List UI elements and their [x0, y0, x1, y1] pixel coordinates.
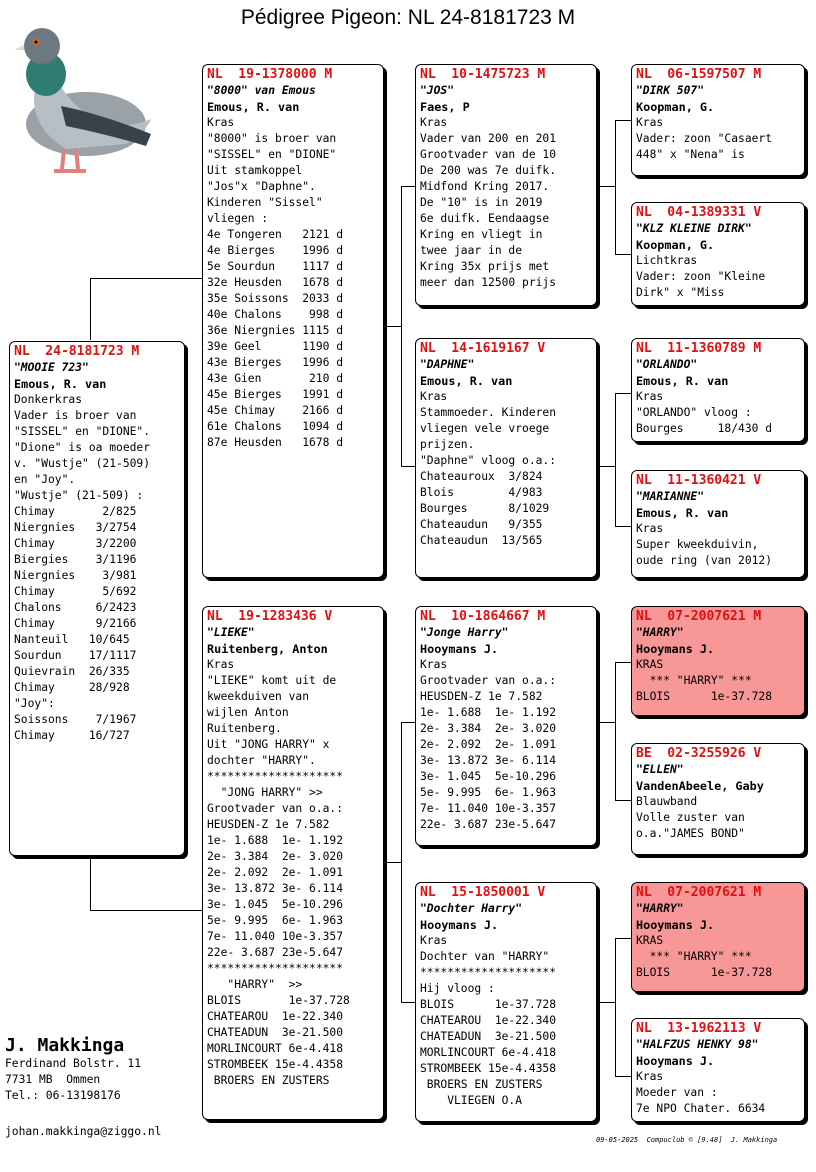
connector: [615, 800, 632, 801]
info-line: 1e- 1.688 1e- 1.192: [207, 834, 344, 847]
breeder-name: Emous, R. van: [420, 374, 513, 388]
info-line: vliegen vele vroege: [420, 422, 550, 435]
info-line: BROERS EN ZUSTERS: [207, 1074, 330, 1087]
pigeon-name: "ORLANDO": [636, 358, 698, 371]
info-line: 45e Chimay 2166 d: [207, 404, 344, 417]
breeder-name: Faes, P: [420, 100, 470, 114]
ring-number: NL 15-1850001 V: [420, 885, 546, 900]
connector: [384, 862, 401, 863]
info-line: Niergnies 3/981: [14, 569, 137, 582]
connector: [597, 1002, 615, 1003]
info-line: vliegen :: [207, 212, 269, 225]
info-line: o.a."JAMES BOND": [636, 827, 745, 840]
great-grandparent-2-card: [631, 202, 805, 306]
ring-number: NL 13-1962113 V: [636, 1021, 762, 1036]
connector: [401, 186, 402, 466]
breeder-name: Hooymans J.: [636, 642, 715, 656]
info-line: Volle zuster van: [636, 811, 745, 824]
info-line: oude ring (van 2012): [636, 554, 773, 567]
great-grandparent-4-card: [631, 470, 805, 578]
breeder-name: Koopman, G.: [636, 238, 715, 252]
connector: [615, 662, 616, 800]
info-line: 39e Geel 1190 d: [207, 340, 344, 353]
info-line: Uit "JONG HARRY" x: [207, 738, 330, 751]
info-line: "Jos"x "Daphne".: [207, 180, 316, 193]
info-line: De "10" is in 2019: [420, 196, 543, 209]
info-line: 3e- 13.872 3e- 6.114: [420, 754, 557, 767]
dam-card: [202, 606, 384, 1120]
info-line: 87e Heusden 1678 d: [207, 436, 344, 449]
great-grandparent-8-card: [631, 1018, 805, 1122]
pigeon-name: "LIEKE": [207, 626, 255, 639]
info-line: 32e Heusden 1678 d: [207, 276, 344, 289]
connector: [615, 393, 616, 526]
info-line: Lichtkras: [636, 254, 698, 267]
info-line: Kras: [420, 390, 448, 403]
connector: [597, 186, 615, 187]
connector: [615, 120, 632, 121]
info-line: "LIEKE" komt uit de: [207, 674, 337, 687]
ring-number: NL 24-8181723 M: [14, 344, 140, 359]
ring-number: NL 11-1360421 V: [636, 473, 762, 488]
info-line: 1e- 1.688 1e- 1.192: [420, 706, 557, 719]
info-line: Soissons 7/1967: [14, 713, 137, 726]
info-line: 6e duifk. Eendaagse: [420, 212, 550, 225]
info-line: Chimay 16/727: [14, 729, 130, 742]
info-line: 7e NPO Chater. 6634: [636, 1102, 766, 1115]
info-line: Super kweekduivin,: [636, 538, 759, 551]
info-line: 4e Bierges 1996 d: [207, 244, 344, 257]
info-line: 22e- 3.687 23e-5.647: [420, 818, 557, 831]
info-line: BLOIS 1e-37.728: [207, 994, 350, 1007]
breeder-name: Emous, R. van: [636, 506, 729, 520]
info-line: Chalons 6/2423: [14, 601, 137, 614]
info-line: Dirk" x "Miss: [636, 286, 725, 299]
info-line: STROMBEEK 15e-4.4358: [420, 1062, 557, 1075]
info-line: 2e- 3.384 2e- 3.020: [207, 850, 344, 863]
breeder-name: Hooymans J.: [420, 642, 499, 656]
info-line: v. "Wustje" (21-509): [14, 457, 151, 470]
info-line: KRAS: [636, 934, 664, 947]
pigeon-name: "Dochter Harry": [420, 902, 523, 915]
info-line: Chimay 5/692: [14, 585, 137, 598]
info-line: 3e- 1.045 5e-10.296: [420, 770, 557, 783]
owner-address-line: 7731 MB Ommen: [5, 1073, 101, 1086]
connector: [615, 1076, 632, 1077]
connector: [615, 938, 616, 1076]
info-line: "ORLANDO" vloog :: [636, 406, 752, 419]
pigeon-name: "MARIANNE": [636, 490, 705, 503]
info-line: *** "HARRY" ***: [636, 950, 752, 963]
owner-phone: Tel.: 06-13198176: [5, 1089, 121, 1102]
info-line: CHATEADUN 3e-21.500: [207, 1026, 344, 1039]
connector: [615, 254, 632, 255]
info-line: Chateauroux 3/824: [420, 470, 543, 483]
info-line: Kras: [420, 116, 448, 129]
page-title: Pédigree Pigeon: NL 24-8181723 M: [240, 6, 576, 29]
info-line: Bourges 8/1029: [420, 502, 550, 515]
info-line: Biergies 3/1196: [14, 553, 137, 566]
connector: [615, 526, 632, 527]
info-line: 43e Gien 210 d: [207, 372, 344, 385]
sire-card: [202, 64, 384, 578]
breeder-name: Emous, R. van: [207, 100, 300, 114]
info-line: Niergnies 3/2754: [14, 521, 137, 534]
great-grandparent-1-card: [631, 64, 805, 176]
info-line: 4e Tongeren 2121 d: [207, 228, 344, 241]
info-line: 3e- 1.045 5e-10.296: [207, 898, 344, 911]
breeder-name: Hooymans J.: [636, 1054, 715, 1068]
info-line: "SISSEL" en "DIONE".: [14, 425, 151, 438]
info-line: CHATEAROU 1e-22.340: [420, 1014, 557, 1027]
info-line: Nanteuil 10/645: [14, 633, 130, 646]
info-line: Grootvader van de 10: [420, 148, 557, 161]
info-line: Kring en vliegt in: [420, 228, 543, 241]
info-line: MORLINCOURT 6e-4.418: [420, 1046, 557, 1059]
connector: [401, 722, 402, 1002]
info-line: De 200 was 7e duifk.: [420, 164, 557, 177]
info-line: 448" x "Nena" is: [636, 148, 745, 161]
ring-number: NL 07-2007621 M: [636, 609, 762, 624]
info-line: Chimay 28/928: [14, 681, 130, 694]
info-line: Chateaudun 9/355: [420, 518, 543, 531]
info-line: "Dione" is oa moeder: [14, 441, 151, 454]
ring-number: NL 19-1283436 V: [207, 609, 333, 624]
breeder-name: VandenAbeele, Gaby: [636, 779, 764, 793]
info-line: 2e- 2.092 2e- 1.091: [420, 738, 557, 751]
info-line: 43e Bierges 1996 d: [207, 356, 344, 369]
pigeon-name: "KLZ KLEINE DIRK": [636, 222, 752, 235]
info-line: 3e- 13.872 3e- 6.114: [207, 882, 344, 895]
info-line: Donkerkras: [14, 393, 83, 406]
info-line: 45e Bierges 1991 d: [207, 388, 344, 401]
info-line: dochter "HARRY".: [207, 754, 316, 767]
connector: [615, 938, 632, 939]
info-line: prijzen.: [420, 438, 475, 451]
info-line: "Daphne" vloog o.a.:: [420, 454, 557, 467]
info-line: Kras: [636, 1070, 664, 1083]
connector: [615, 120, 616, 254]
info-line: Chimay 3/2200: [14, 537, 137, 550]
breeder-name: Emous, R. van: [14, 377, 107, 391]
info-line: BLOIS 1e-37.728: [420, 998, 557, 1011]
info-line: 36e Niergnies 1115 d: [207, 324, 344, 337]
info-line: Midfond Kring 2017.: [420, 180, 550, 193]
info-line: 40e Chalons 998 d: [207, 308, 344, 321]
info-line: Moeder van :: [636, 1086, 718, 1099]
info-line: kweekduiven van: [207, 690, 310, 703]
info-line: STROMBEEK 15e-4.4358: [207, 1058, 344, 1071]
grandsire-paternal-card: [415, 64, 597, 306]
info-line: Bourges 18/430 d: [636, 422, 773, 435]
info-line: CHATEAROU 1e-22.340: [207, 1010, 344, 1023]
info-line: Kras: [420, 658, 448, 671]
grandsire-maternal-card: [415, 606, 597, 846]
info-line: en "Joy".: [14, 473, 76, 486]
info-line: Vader: zoon "Kleine: [636, 270, 766, 283]
great-grandparent-5-card: [631, 606, 805, 716]
info-line: 7e- 11.040 10e-3.357: [420, 802, 557, 815]
info-line: 35e Soissons 2033 d: [207, 292, 344, 305]
info-line: Ruitenberg.: [207, 722, 282, 735]
info-line: Kras: [636, 390, 664, 403]
info-line: ********************: [207, 962, 344, 975]
breeder-name: Koopman, G.: [636, 100, 715, 114]
great-grandparent-3-card: [631, 338, 805, 442]
great-grandparent-6-card: [631, 743, 805, 855]
pigeon-name: "JOS": [420, 84, 455, 97]
info-line: Chimay 9/2166: [14, 617, 137, 630]
info-line: "HARRY" >>: [207, 978, 303, 991]
pigeon-name: "8000" van Emous: [207, 84, 316, 97]
info-line: Quievrain 26/335: [14, 665, 130, 678]
owner-block: [5, 1036, 141, 1104]
info-line: 61e Chalons 1094 d: [207, 420, 344, 433]
info-line: ********************: [207, 770, 344, 783]
info-line: 2e- 3.384 2e- 3.020: [420, 722, 557, 735]
info-line: "Wustje" (21-509) :: [14, 489, 144, 502]
granddam-maternal-card: [415, 882, 597, 1122]
ring-number: NL 14-1619167 V: [420, 341, 546, 356]
info-line: Kras: [636, 522, 664, 535]
info-line: "JONG HARRY" >>: [207, 786, 323, 799]
info-line: ********************: [420, 966, 557, 979]
connector: [384, 326, 401, 327]
info-line: 5e- 9.995 6e- 1.963: [207, 914, 344, 927]
owner-name: J. Makkinga: [5, 1035, 125, 1056]
ring-number: NL 04-1389331 V: [636, 205, 762, 220]
info-line: Stammoeder. Kinderen: [420, 406, 557, 419]
breeder-name: Ruitenberg, Anton: [207, 642, 328, 656]
info-line: BLOIS 1e-37.728: [636, 966, 773, 979]
connector: [597, 466, 615, 467]
info-line: Chateaudun 13/565: [420, 534, 543, 547]
info-line: Blauwband: [636, 795, 698, 808]
pigeon-name: "MOOIE 723": [14, 361, 89, 374]
info-line: "8000" is broer van: [207, 132, 337, 145]
info-line: HEUSDEN-Z 1e 7.582: [207, 818, 330, 831]
info-line: MORLINCOURT 6e-4.418: [207, 1042, 344, 1055]
info-line: *** "HARRY" ***: [636, 674, 752, 687]
pigeon-name: "Jonge Harry": [420, 626, 509, 639]
footer-credit: 09-05-2025 Compuclub © [9.48] J. Makkinga: [596, 1136, 778, 1144]
connector: [90, 278, 91, 340]
info-line: Sourdun 17/1117: [14, 649, 137, 662]
info-line: twee jaar in de: [420, 244, 523, 257]
subject-pigeon-card: [9, 341, 185, 856]
info-line: wijlen Anton: [207, 706, 289, 719]
connector: [615, 662, 632, 663]
info-line: Kras: [207, 116, 235, 129]
info-line: Uit stamkoppel: [207, 164, 303, 177]
info-line: Vader van 200 en 201: [420, 132, 557, 145]
pigeon-name: "DAPHNE": [420, 358, 475, 371]
info-line: Grootvader van o.a.:: [420, 674, 557, 687]
info-line: KRAS: [636, 658, 664, 671]
pigeon-illustration: [6, 14, 156, 179]
info-line: Kras: [207, 658, 235, 671]
ring-number: NL 07-2007621 M: [636, 885, 762, 900]
connector: [90, 910, 203, 911]
info-line: Vader: zoon "Casaert: [636, 132, 773, 145]
ring-number: NL 10-1864667 M: [420, 609, 546, 624]
info-line: BLOIS 1e-37.728: [636, 690, 773, 703]
info-line: 22e- 3.687 23e-5.647: [207, 946, 344, 959]
info-line: CHATEADUN 3e-21.500: [420, 1030, 557, 1043]
great-grandparent-7-card: [631, 882, 805, 992]
info-line: HEUSDEN-Z 1e 7.582: [420, 690, 543, 703]
info-line: Kras: [636, 116, 664, 129]
info-line: "Joy":: [14, 697, 55, 710]
info-line: meer dan 12500 prijs: [420, 276, 557, 289]
granddam-paternal-card: [415, 338, 597, 578]
info-line: BROERS EN ZUSTERS: [420, 1078, 543, 1091]
info-line: Kinderen "Sissel": [207, 196, 323, 209]
ring-number: NL 19-1378000 M: [207, 67, 333, 82]
pigeon-name: "HALFZUS HENKY 98": [636, 1038, 759, 1051]
ring-number: BE 02-3255926 V: [636, 746, 762, 761]
pigeon-name: "HARRY": [636, 902, 684, 915]
info-line: Kras: [420, 934, 448, 947]
ring-number: NL 11-1360789 M: [636, 341, 762, 356]
pigeon-name: "ELLEN": [636, 763, 684, 776]
owner-address-line: Ferdinand Bolstr. 11: [5, 1057, 142, 1070]
info-line: 2e- 2.092 2e- 1.091: [207, 866, 344, 879]
info-line: Vader is broer van: [14, 409, 137, 422]
info-line: Kring 35x prijs met: [420, 260, 550, 273]
info-line: Dochter van "HARRY": [420, 950, 550, 963]
info-line: Hij vloog :: [420, 982, 495, 995]
connector: [90, 855, 91, 910]
owner-email: johan.makkinga@ziggo.nl: [5, 1125, 162, 1138]
info-line: VLIEGEN O.A: [420, 1094, 523, 1107]
info-line: 7e- 11.040 10e-3.357: [207, 930, 344, 943]
breeder-name: Emous, R. van: [636, 374, 729, 388]
breeder-name: Hooymans J.: [636, 918, 715, 932]
connector: [597, 722, 615, 723]
pigeon-name: "HARRY": [636, 626, 684, 639]
info-line: Blois 4/983: [420, 486, 543, 499]
ring-number: NL 06-1597507 M: [636, 67, 762, 82]
pigeon-name: "DIRK 507": [636, 84, 705, 97]
info-line: "SISSEL" en "DIONE": [207, 148, 337, 161]
ring-number: NL 10-1475723 M: [420, 67, 546, 82]
info-line: 5e- 9.995 6e- 1.963: [420, 786, 557, 799]
info-line: Chimay 2/825: [14, 505, 137, 518]
breeder-name: Hooymans J.: [420, 918, 499, 932]
connector: [90, 278, 203, 279]
connector: [615, 393, 632, 394]
info-line: Grootvader van o.a.:: [207, 802, 344, 815]
info-line: 5e Sourdun 1117 d: [207, 260, 344, 273]
